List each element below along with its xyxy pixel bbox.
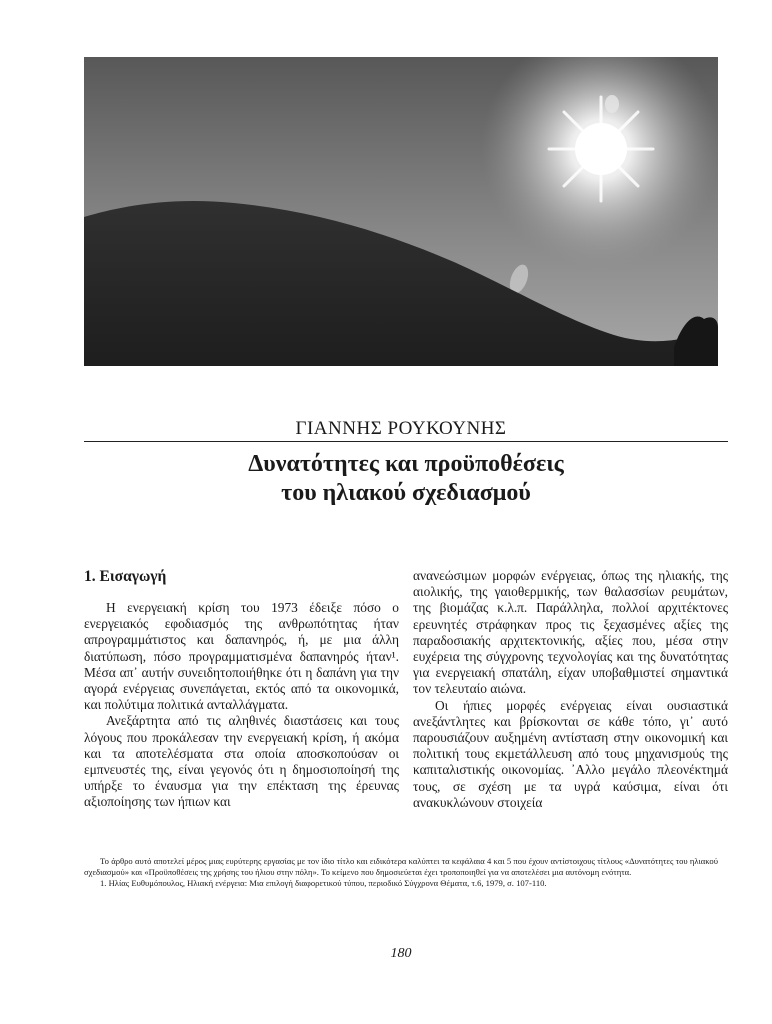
photo-illustration	[84, 57, 718, 366]
author-name: ΓΙΑΝΝΗΣ ΡΟΥΚΟΥΝΗΣ	[295, 418, 507, 439]
article-title	[84, 450, 728, 508]
right-text-column	[413, 568, 728, 811]
title-divider	[84, 441, 728, 442]
article-title-line-1: Δυνατότητες και προϋποθέσεις	[248, 451, 564, 477]
section-heading: 1. Εισαγωγή	[84, 568, 167, 585]
left-text-column	[84, 568, 399, 811]
footnote-intro: Το άρθρο αυτό αποτελεί μέρος μιας ευρύτερης εργασίας με τον ίδιο τίτλο και ειδικότερα καλύπτει τα κεφάλαια 4 και 5 που έχουν αντίστοιχους τίτλους «Δυνατότητες του ηλιακού σχεδιασμού» και «Προϋποθέσεις της χρήσης του ήλιου στην πόλη». Το κείμενο που δημοσιεύεται έχει τροποποιηθεί για να αποτελέσει μια αυτόνομη ενότητα.	[84, 856, 718, 878]
page-number: 180	[390, 946, 412, 961]
body-paragraph: Η ενεργειακή κρίση του 1973 έδειξε πόσο ο ενεργειακός εφοδιασμός της ανθρωπότητας ήταν απρογραμμάτιστος και δαπανηρός, ή, με μια άλλη διατύπωση, πόσο προγραμματισμένα δαπανηρός ήταν¹. Μέσα απ᾽ αυτήν συνειδητοποιήθηκε ότι η δαπάνη για την αγορά ενέργειας συνεπάγεται, εκτός από τα οικονομικά, και πολύτιμα πολιτικά ανταλλάγματα.	[84, 600, 399, 713]
body-paragraph: Οι ήπιες μορφές ενέργειας είναι ουσιαστικά ανεξάντλητες και βρίσκονται σε κάθε τόπο, γι᾽ αυτό παρουσιάζουν αυξημένη αντίσταση στην οικονομική και πολιτική τους εκμετάλλευση από τους μηχανισμούς της καπιταλιστικής οικονομίας. ᾽Αλλο μεγάλο πλεονέκτημά τους, σε σχέση με τα υγρά καύσιμα, είναι ότι ανακυκλώνουν στοιχεία	[413, 697, 728, 810]
footnotes	[84, 856, 718, 890]
article-title-line-2: του ηλιακού σχεδιασμού	[281, 480, 531, 506]
header-photo-sun-over-hill	[84, 57, 718, 366]
body-paragraph: Ανεξάρτητα από τις αληθινές διαστάσεις και τους λόγους που προκάλεσαν την ενεργειακή κρίση, ή ακόμα και τα αποτελέσματα στα οποία αποσκοπούσαν οι εμπνευστές της, είναι γεγονός ότι η δημοσιοποίησή της υπήρξε το έναυσμα για την επέκταση της έρευνας αξιοποίησης των ήπιων και	[84, 713, 399, 810]
body-paragraph: ανανεώσιμων μορφών ενέργειας, όπως της ηλιακής, της αιολικής, της γαιοθερμικής, των θαλασσίων ρευμάτων, της βιομάζας κ.λ.π. Παράλληλα, πολλοί αρχιτέκτονες ερευνητές στράφηκαν προς τις ξεχασμένες αξίες της παραδοσιακής αρχιτεκτονικής, αξίες που, μέσα στην ευχέρεια της σύγχρονης τεχνολογίας και της δυνατότητας για ενεργειακή σπατάλη, είχαν υποβαθμιστεί σημαντικά τον τελευταίο αιώνα.	[413, 568, 728, 697]
footnote-1: 1. Ηλίας Ευθυμόπουλος, Ηλιακή ενέργεια: Μια επιλογή διαφορετικού τύπου, περιοδικό Σύγχρονα Θέματα, τ.6, 1979, σ. 107-110.	[100, 878, 547, 889]
